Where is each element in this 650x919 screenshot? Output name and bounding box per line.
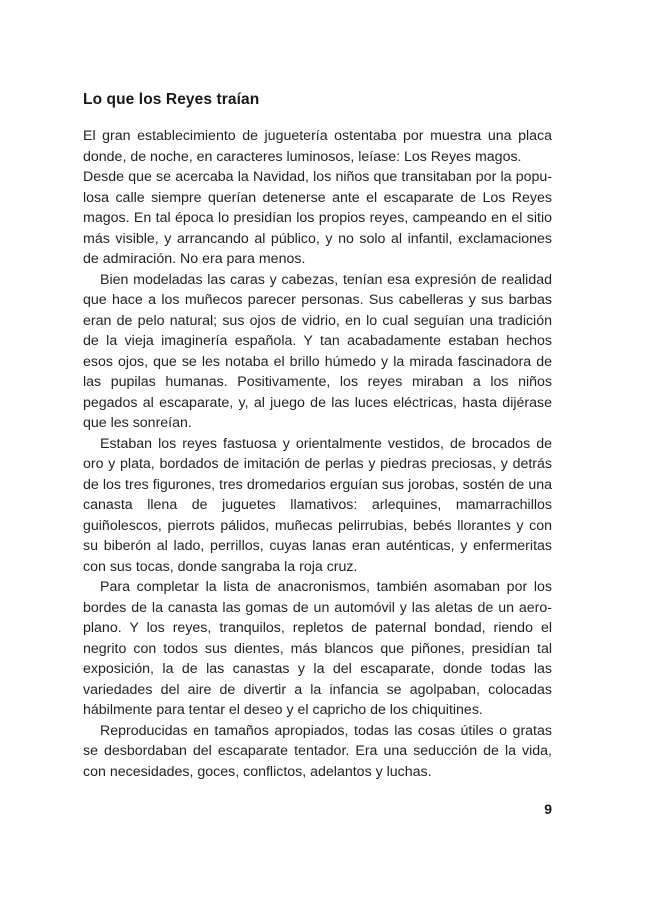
paragraph-2: Desde que se acercaba la Navidad, los niños que transitaban por la populosa calle siempre querían detenerse ante el escaparate de Los Reyes magos. En tal época lo presidían los propios reyes, campeando en el sitio más visible, y arrancando al público, y no solo al infantil, exclamaciones de admiración. No era para menos. <box>83 169 552 267</box>
chapter-body <box>83 126 552 782</box>
chapter-title: Lo que los Reyes traían <box>83 91 260 108</box>
paragraph-1: El gran establecimiento de juguetería ostentaba por muestra una placa donde, de noche, en caracteres luminosos, leíase: Los Reyes magos. <box>83 128 552 165</box>
book-page <box>83 0 552 919</box>
page-number: 9 <box>544 801 552 817</box>
paragraph-6: Reproducidas en tamaños apropiados, todas las cosas útiles o gratas se desbordaban del escaparate tentador. Era una seducción de la vida, con necesidades, goces, conflictos, adelantos y luchas. <box>83 722 552 780</box>
paragraph-5: Para completar la lista de anacronismos, también asomaban por los bordes de la canasta las gomas de un automóvil y las aletas de un aeroplano. Y los reyes, tranquilos, repletos de paternal bondad, riendo el negrito con todos sus dientes, más blancos que piñones, presidían tal exposición, la de las canastas y la del escaparate, donde todas las variedades del aire de divertir a la infancia se agolpaban, colocadas hábilmente para tentar el deseo y el capricho de los chiquitines. <box>83 579 552 718</box>
paragraph-3: Bien modeladas las caras y cabezas, tenían esa expresión de realidad que hace a los muñecos parecer personas. Sus cabelleras y sus barbas eran de pelo natural; sus ojos de vidrio, en lo cual seguían una tradición de la vieja imaginería española. Y tan acabadamente estaban hechos esos ojos, que se les notaba el brillo húmedo y la mirada fascinadora de las pupilas humanas. Positivamente, los reyes miraban a los niños pegados al escaparate, y, al juego de las luces eléctricas, hasta dijérase que les sonreían. <box>83 271 552 431</box>
paragraph-4: Estaban los reyes fastuosa y orientalmente vestidos, de brocados de oro y plata, bordados de imitación de perlas y piedras preciosas, y detrás de los tres figurones, tres dromedarios erguían sus jorobas, sostén de una canasta llena de juguetes llamativos: arlequines, mamarrachillos guiñolescos, pierrots pálidos, muñecas pelirrubias, bebés llorantes y con su biberón al lado, perrillos, cuyas lanas eran auténticas, y enfermeritas con sus tocas, donde sangraba la roja cruz. <box>83 435 552 575</box>
